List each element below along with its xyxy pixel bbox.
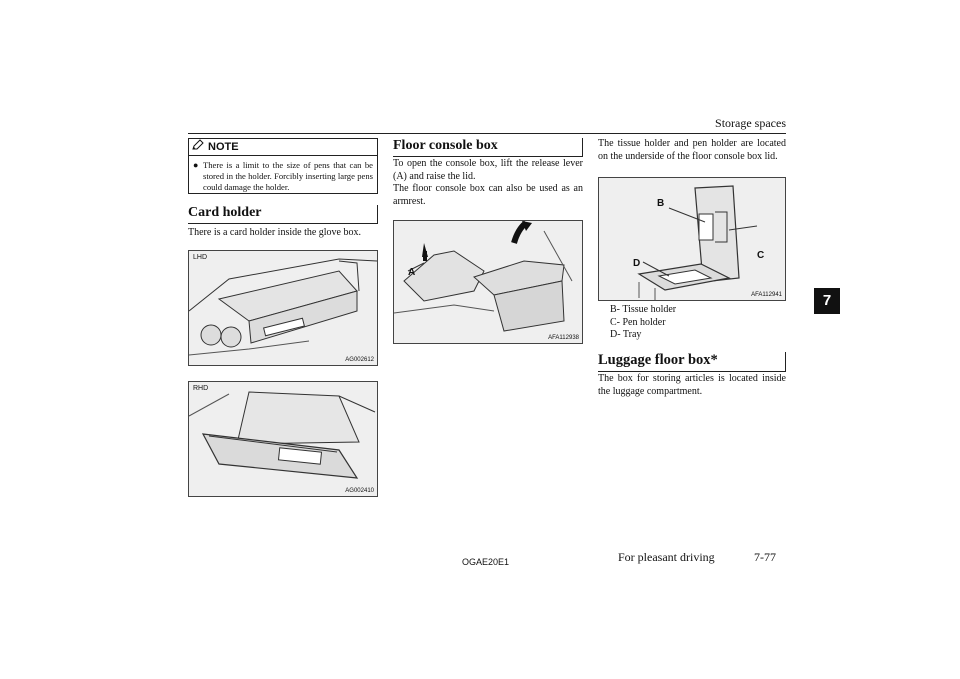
figure-floor-console-code: AFA112938	[548, 335, 579, 341]
floor-console-heading: Floor console box	[393, 138, 583, 157]
figure-lhd-code: AG002612	[345, 357, 374, 363]
note-label: NOTE	[208, 141, 239, 153]
bullet-icon: ●	[193, 160, 199, 170]
callout-c: C	[757, 250, 765, 261]
note-header	[189, 139, 377, 156]
figure-lhd-label: LHD	[193, 254, 208, 261]
running-header-title: Storage spaces	[715, 116, 786, 130]
callout-d: D	[633, 258, 641, 269]
footer-page-number: 7-77	[754, 550, 776, 564]
floor-console-illustration	[394, 221, 583, 344]
legend-item: B- Tissue holder	[610, 304, 677, 315]
note-body	[189, 156, 377, 193]
figure-legend	[610, 304, 786, 342]
header-rule	[188, 133, 786, 134]
callout-a: A	[408, 267, 416, 278]
card-holder-heading: Card holder	[188, 205, 378, 224]
note-pencil-icon	[192, 138, 204, 156]
figure-console-lid-detail	[598, 177, 786, 301]
figure-console-lid-code: AFA112941	[751, 292, 782, 298]
luggage-text: The box for storing articles is located inside the luggage compartment.	[598, 373, 786, 397]
card-holder-text: There is a card holder inside the glove box.	[188, 227, 361, 238]
footer-doc-code: OGAE20E1	[462, 557, 510, 567]
luggage-heading: Luggage floor box*	[598, 352, 786, 372]
figure-floor-console	[393, 220, 583, 344]
footer-section-name: For pleasant driving	[618, 550, 715, 564]
console-detail-text: The tissue holder and pen holder are located on the underside of the floor console box lid.	[598, 138, 786, 162]
callout-b: B	[657, 198, 665, 209]
figure-rhd-label: RHD	[193, 385, 209, 392]
legend-item: D- Tray	[610, 329, 642, 340]
chapter-tab: 7	[814, 288, 840, 314]
figure-lhd-glove-box	[188, 250, 378, 366]
figure-rhd-glove-box	[188, 381, 378, 497]
legend-item: C- Pen holder	[610, 316, 666, 328]
note-box	[188, 138, 378, 194]
floor-console-text: To open the console box, lift the release lever (A) and raise the lid. The floor console box can also be used as an armrest.	[393, 158, 583, 207]
note-text: There is a limit to the size of pens that can be stored in the holder. Forcibly inserting large pens could damage the holder.	[203, 160, 373, 192]
console-lid-illustration	[599, 178, 786, 301]
glove-box-rhd-illustration	[189, 382, 378, 497]
figure-rhd-code: AG002410	[345, 488, 374, 494]
glove-box-lhd-illustration	[189, 251, 378, 366]
